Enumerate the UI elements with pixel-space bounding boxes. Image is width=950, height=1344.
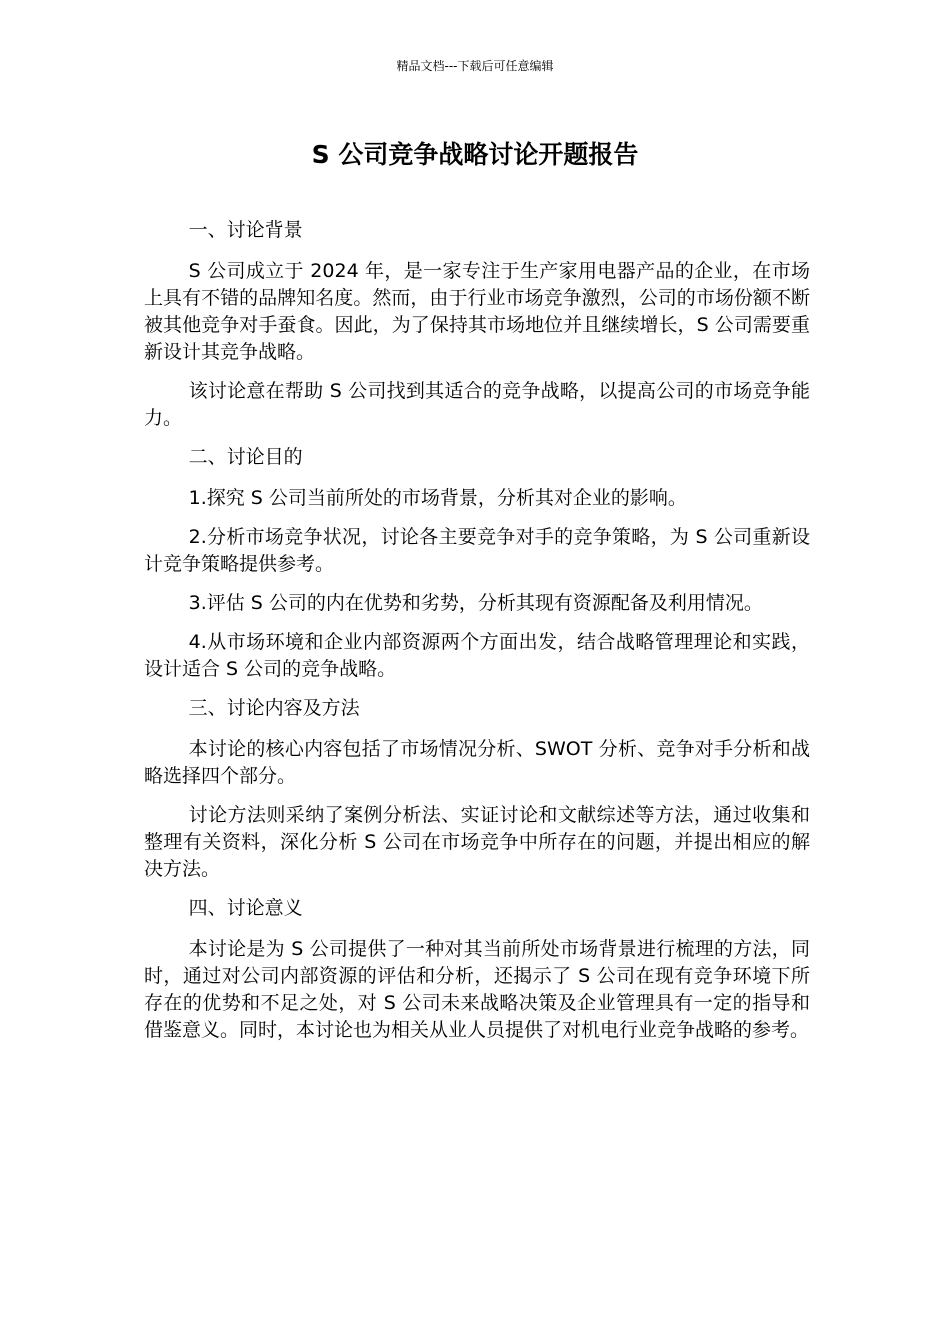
section-heading-purpose: 二、讨论目的 [188,446,303,468]
document-body [144,217,810,1056]
section-heading-background: 一、讨论背景 [188,219,303,241]
purpose-item-2: 2.分析市场竞争状况，讨论各主要竞争对手的竞争策略，为 S 公司重新设计竞争策略提供参考。 [144,526,810,575]
paragraph-background-2: 该讨论意在帮助 S 公司找到其适合的竞争战略，以提高公司的市场竞争能力。 [144,380,810,429]
section-heading-significance: 四、讨论意义 [188,897,303,919]
purpose-item-3: 3.评估 S 公司的内在优势和劣势，分析其现有资源配备及利用情况。 [188,592,763,614]
paragraph-content: 本讨论的核心内容包括了市场情况分析、SWOT 分析、竞争对手分析和战略选择四个部分。 [144,738,810,787]
purpose-item-4: 4.从市场环境和企业内部资源两个方面出发，结合战略管理理论和实践，设计适合 S 公司的竞争战略。 [144,631,810,680]
section-heading-content-method: 三、讨论内容及方法 [188,697,360,719]
page-title: S 公司竞争战略讨论开题报告 [311,140,639,169]
paragraph-method: 讨论方法则采纳了案例分析法、实证讨论和文献综述等方法，通过收集和整理有关资料，深化分析 S 公司在市场竞争中所存在的问题，并提出相应的解决方法。 [144,804,810,880]
paragraph-background-1: S 公司成立于 2024 年，是一家专注于生产家用电器产品的企业，在市场上具有不错的品牌知名度。然而，由于行业市场竞争激烈，公司的市场份额不断被其他竞争对手蚕食。因此，为了保持其市场地位并且继续增长，S 公司需要重新设计其竞争战略。 [144,260,810,363]
purpose-item-1: 1.探究 S 公司当前所处的市场背景，分析其对企业的影响。 [188,487,687,509]
header-note: 精品文档---下载后可任意编辑 [396,59,554,73]
paragraph-significance: 本讨论是为 S 公司提供了一种对其当前所处市场背景进行梳理的方法，同时，通过对公司内部资源的评估和分析，还揭示了 S 公司在现有竞争环境下所存在的优势和不足之处，对 S 公司未来战略决策及企业管理具有一定的指导和借鉴意义。同时，本讨论也为相关从业人员提供了对机电行业竞争战略的参考。 [144,938,810,1041]
